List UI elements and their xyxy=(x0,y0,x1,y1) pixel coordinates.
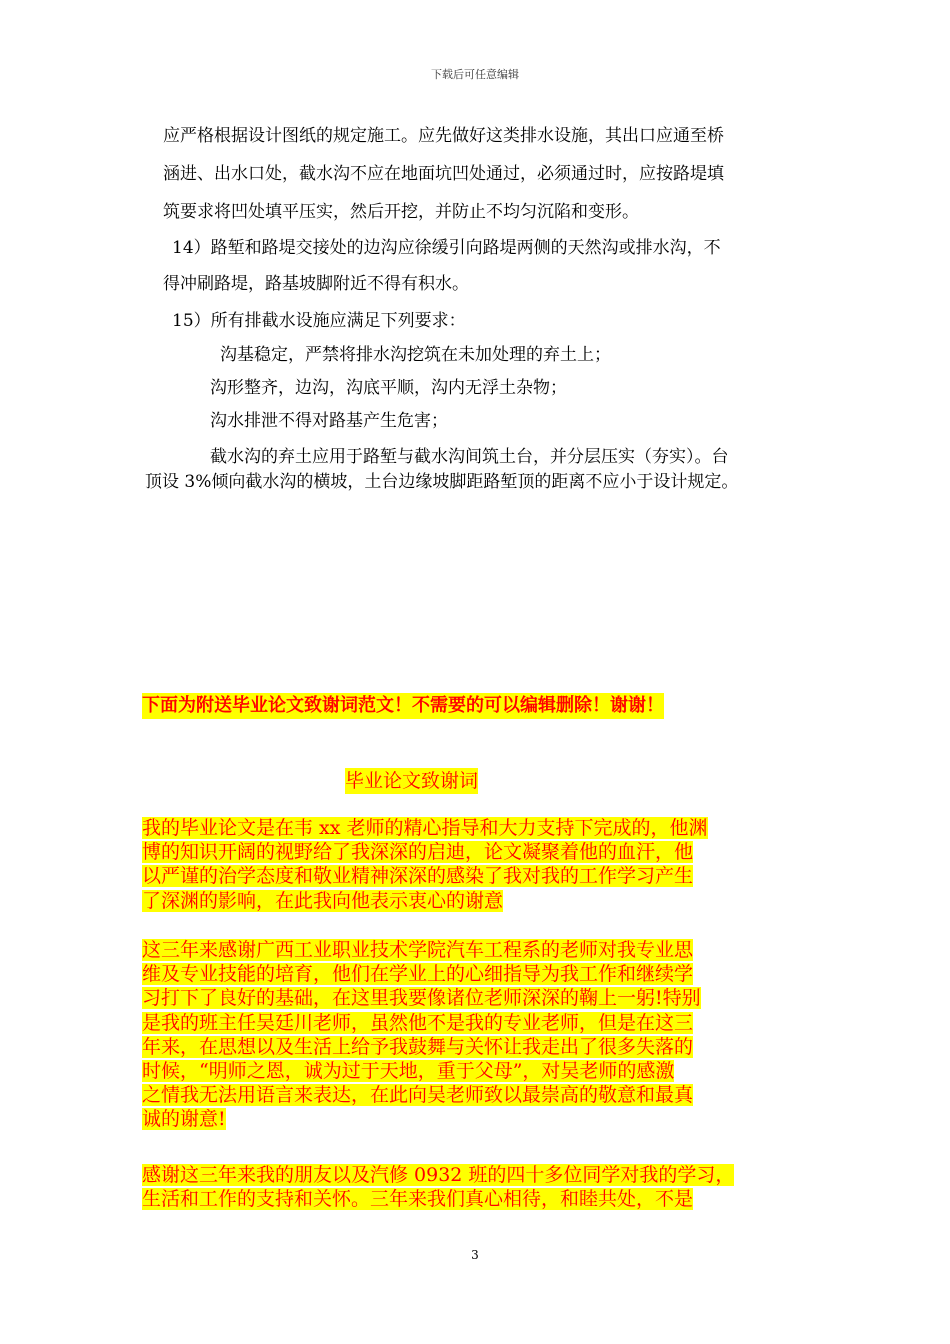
body-line: 沟形整齐，边沟，沟底平顺，沟内无浮土杂物； xyxy=(210,378,567,398)
ack-paragraph-2 xyxy=(142,938,812,1132)
body-line: 沟水排泄不得对路基产生危害； xyxy=(210,411,448,431)
ack-line: 博的知识开阔的视野给了我深深的启迪，论文凝聚着他的血汗，他 xyxy=(142,841,694,864)
page-number: 3 xyxy=(471,1248,479,1262)
body-line: 得冲刷路堤，路基坡脚附近不得有积水。 xyxy=(163,274,469,294)
body-line: 15）所有排截水设施应满足下列要求： xyxy=(172,311,466,331)
ack-line: 习打下了良好的基础，在这里我要像诸位老师深深的鞠上一躬!特别 xyxy=(142,987,701,1010)
ack-line: 感谢这三年来我的朋友以及汽修 0932 班的四十多位同学对我的学习， xyxy=(142,1164,735,1186)
notice-banner: 下面为附送毕业论文致谢词范文！不需要的可以编辑删除！谢谢！ xyxy=(142,693,664,719)
ack-line: 维及专业技能的培育，他们在学业上的心细指导为我工作和继续学 xyxy=(142,963,694,986)
ack-line: 以严谨的治学态度和敬业精神深深的感染了我对我的工作学习产生 xyxy=(142,865,694,888)
ack-title: 毕业论文致谢词 xyxy=(345,770,479,792)
ack-paragraph-3 xyxy=(142,1163,812,1211)
body-line: 截水沟的弃土应用于路堑与截水沟间筑土台，并分层压实（夯实）。台 xyxy=(210,447,729,467)
ack-line: 是我的班主任吴廷川老师，虽然他不是我的专业老师，但是在这三 xyxy=(142,1011,694,1034)
ack-line: 生活和工作的支持和关怀。三年来我们真心相待，和睦共处，不是 xyxy=(142,1188,694,1211)
body-line: 应严格根据设计图纸的规定施工。应先做好这类排水设施，其出口应通至桥 xyxy=(163,126,724,146)
ack-line: 之情我无法用语言来表达，在此向吴老师致以最崇高的敬意和最真 xyxy=(142,1084,694,1107)
ack-line: 这三年来感谢广西工业职业技术学院汽车工程系的老师对我专业思 xyxy=(142,939,694,961)
ack-line: 我的毕业论文是在韦 xx 老师的精心指导和大力支持下完成的，他渊 xyxy=(142,817,708,839)
page-header: 下载后可任意编辑 xyxy=(431,68,519,81)
ack-line: 了深渊的影响，在此我向他表示衷心的谢意 xyxy=(142,889,504,912)
body-line: 沟基稳定，严禁将排水沟挖筑在未加处理的弃土上； xyxy=(220,345,611,365)
body-line: 涵进、出水口处，截水沟不应在地面坑凹处通过，必须通过时，应按路堤填 xyxy=(163,164,724,184)
ack-line: 年来，在思想以及生活上给予我鼓舞与关怀让我走出了很多失落的 xyxy=(142,1035,694,1058)
body-line: 筑要求将凹处填平压实，然后开挖，并防止不均匀沉陷和变形。 xyxy=(163,202,639,222)
body-line: 顶设 3%倾向截水沟的横坡，土台边缘坡脚距路堑顶的距离不应小于设计规定。 xyxy=(145,472,739,492)
ack-line: 时候，“明师之恩，诚为过于天地，重于父母”，对吴老师的感激 xyxy=(142,1059,675,1082)
body-line: 14）路堑和路堤交接处的边沟应徐缓引向路堤两侧的天然沟或排水沟，不 xyxy=(172,238,721,258)
ack-paragraph-1 xyxy=(142,816,812,913)
ack-line: 诚的谢意! xyxy=(142,1108,226,1131)
